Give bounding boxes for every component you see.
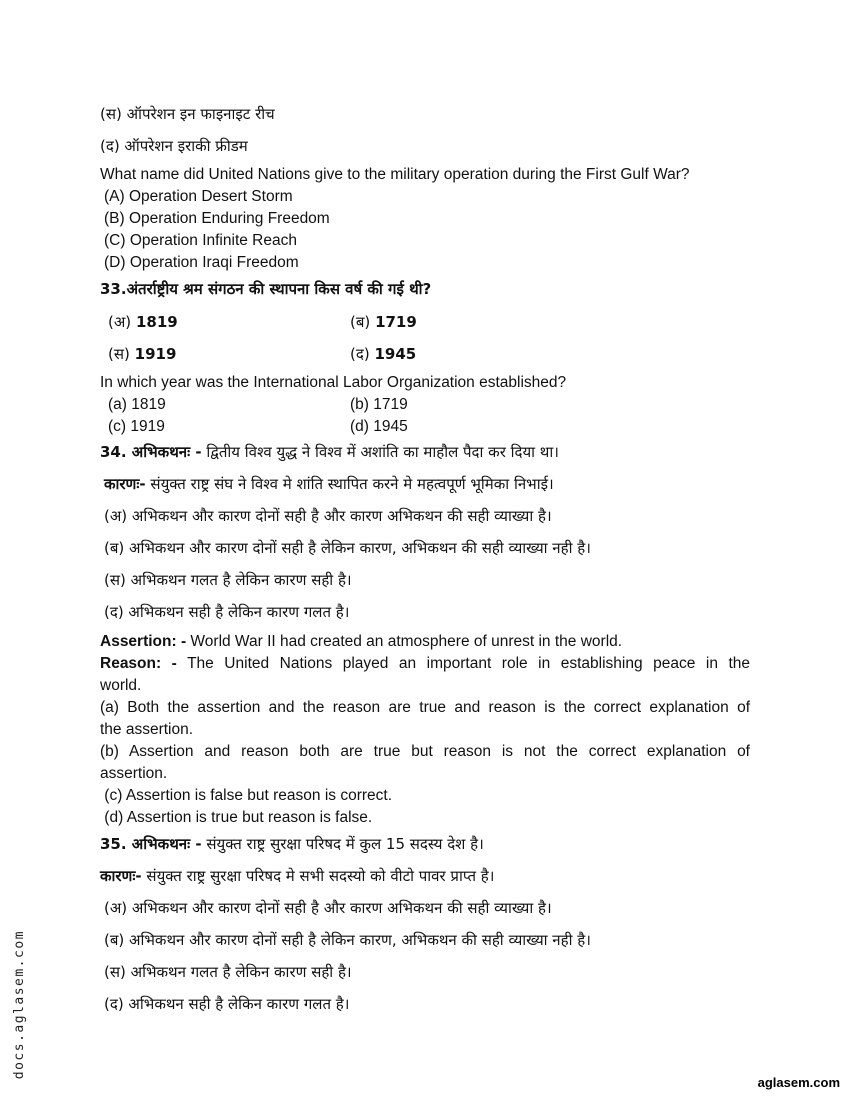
q34-hi-assertion: [100, 445, 559, 460]
footer-brand: aglasem.com: [757, 1075, 840, 1090]
q33-hi-option-d-label: (द): [350, 345, 370, 363]
q33-en-option-b: (b) 1719: [350, 396, 408, 413]
q35-hi-assertion-text: संयुक्त राष्ट्र सुरक्षा परिषद में कुल 15 सदस्य देश है।: [201, 835, 484, 853]
q34-hi-reason: [104, 477, 554, 492]
q33-hi-option-a-value: 1819: [135, 313, 178, 331]
q32-en-question: What name did United Nations give to the military operation during the First Gulf War?: [100, 166, 690, 183]
q33-hi-option-b-label: (ब): [350, 313, 371, 331]
q33-hi-option-d: [350, 347, 416, 362]
q34-hi-option-b: (ब) अभिकथन और कारण दोनों सही है लेकिन कारण, अभिकथन की सही व्याख्या नही है।: [104, 539, 591, 557]
q33-hi-question: 33.अंतर्राष्ट्रीय श्रम संगठन की स्थापना किस वर्ष की गई थी?: [100, 280, 432, 298]
q34-hi-assertion-label: 34. अभिकथनः -: [100, 443, 202, 461]
q34-en-assertion-label: Assertion: -: [100, 633, 187, 650]
q32-hi-option-c: (स) ऑपरेशन इन फाइनाइट रीच: [100, 105, 275, 123]
q33-en-question: In which year was the International Labor Organization established?: [100, 374, 567, 391]
q34-hi-assertion-text: द्वितीय विश्व युद्ध ने विश्व में अशांति का माहौल पैदा कर दिया था।: [201, 443, 559, 461]
q33-hi-option-c: [108, 347, 176, 362]
q35-hi-reason-text: संयुक्त राष्ट्र सुरक्षा परिषद मे सभी सदस्यो को वीटो पावर प्राप्त है।: [141, 867, 495, 885]
q34-hi-option-c: (स) अभिकथन गलत है लेकिन कारण सही है।: [104, 571, 352, 589]
q34-en-option-a-line2: the assertion.: [100, 721, 194, 738]
q32-en-option-c: (C) Operation Infinite Reach: [104, 232, 297, 249]
side-watermark: docs.aglasem.com: [12, 930, 27, 1080]
q34-en-option-b-line2: assertion.: [100, 765, 168, 782]
q34-hi-reason-label: कारणः-: [104, 475, 146, 493]
q34-en-option-b-line1: (b) Assertion and reason both are true but reason is not the correct explanation of: [100, 743, 750, 760]
q33-en-option-d: (d) 1945: [350, 418, 408, 435]
q34-en-assertion-text: World War II had created an atmosphere of unrest in the world.: [186, 633, 623, 650]
q32-en-option-a: (A) Operation Desert Storm: [104, 188, 293, 205]
q35-hi-assertion-label: 35. अभिकथनः -: [100, 835, 202, 853]
q35-hi-option-b: (ब) अभिकथन और कारण दोनों सही है लेकिन कारण, अभिकथन की सही व्याख्या नही है।: [104, 931, 591, 949]
q34-en-reason-text: The United Nations played an important role in establishing peace in the: [176, 655, 751, 672]
q33-en-option-c: (c) 1919: [108, 418, 165, 435]
q34-en-assertion: [100, 634, 622, 650]
q35-hi-reason: [100, 869, 494, 884]
q34-en-option-a-line1: (a) Both the assertion and the reason are true and reason is the correct explanation of: [100, 699, 750, 716]
q33-hi-option-c-value: 1919: [134, 345, 177, 363]
q32-en-option-b: (B) Operation Enduring Freedom: [104, 210, 330, 227]
q33-hi-option-d-value: 1945: [374, 345, 417, 363]
q35-hi-option-a: (अ) अभिकथन और कारण दोनों सही है और कारण अभिकथन की सही व्याख्या है।: [104, 899, 552, 917]
q33-hi-option-b-value: 1719: [375, 313, 417, 331]
q34-hi-reason-text: संयुक्त राष्ट्र संघ ने विश्व मे शांति स्थापित करने मे महत्वपूर्ण भूमिका निभाई।: [145, 475, 554, 493]
q34-en-option-c: (c) Assertion is false but reason is correct.: [100, 787, 393, 804]
q35-hi-reason-label: कारणः-: [100, 867, 142, 885]
q33-hi-option-a-label: (अ): [108, 313, 132, 331]
q33-en-option-a: (a) 1819: [108, 396, 166, 413]
q34-en-reason-line2: world.: [100, 677, 142, 694]
q33-hi-option-b: [350, 315, 417, 330]
q34-en-reason-line1: [100, 656, 750, 672]
q32-hi-option-d: (द) ऑपरेशन इराकी फ्रीडम: [100, 137, 248, 155]
q35-hi-assertion: [100, 837, 484, 852]
q34-hi-option-d: (द) अभिकथन सही है लेकिन कारण गलत है।: [104, 603, 350, 621]
q33-hi-option-c-label: (स): [108, 345, 130, 363]
q35-hi-option-d: (द) अभिकथन सही है लेकिन कारण गलत है।: [104, 995, 350, 1013]
q34-en-option-d: (d) Assertion is true but reason is false.: [100, 809, 373, 826]
q34-en-reason-label: Reason: -: [100, 655, 177, 672]
q34-hi-option-a: (अ) अभिकथन और कारण दोनों सही है और कारण अभिकथन की सही व्याख्या है।: [104, 507, 552, 525]
q35-hi-option-c: (स) अभिकथन गलत है लेकिन कारण सही है।: [104, 963, 352, 981]
q32-en-option-d: (D) Operation Iraqi Freedom: [104, 254, 299, 271]
q33-hi-option-a: [108, 315, 178, 330]
